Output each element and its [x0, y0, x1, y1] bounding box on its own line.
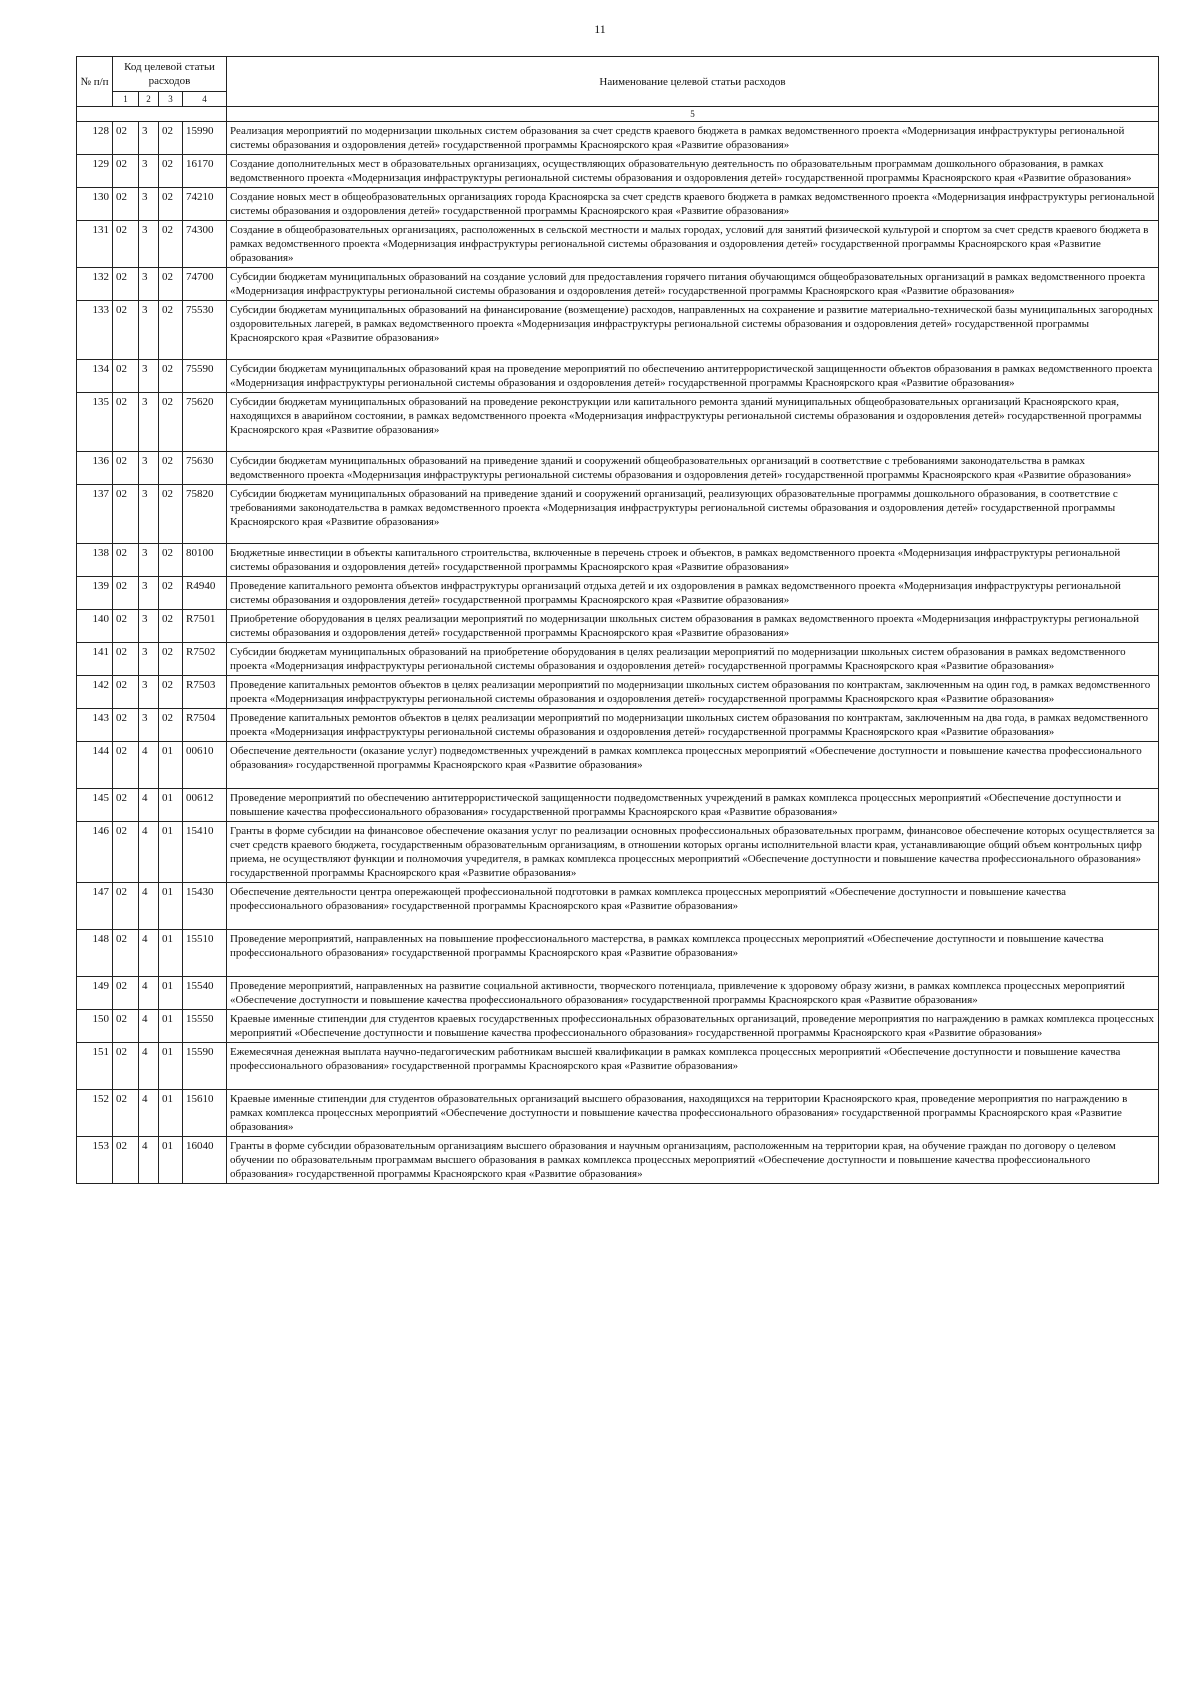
code-part-2: 3 [139, 643, 159, 676]
row-description: Субсидии бюджетам муниципальных образований на приведение зданий и сооружений организаций, реализующих образовательные программы дошкольного образования, в соответствие с требованиями законодательства в рамках ведомственного проекта «Модернизация инфраструктуры региональной системы образования и оздоровления детей» государственной программы Красноярского края «Развитие образования» [227, 485, 1159, 544]
row-number: 140 [77, 610, 113, 643]
code-part-1: 02 [113, 742, 139, 789]
code-part-3: 01 [159, 930, 183, 977]
code-part-4: R7504 [183, 709, 227, 742]
code-part-2: 3 [139, 485, 159, 544]
row-number: 139 [77, 577, 113, 610]
code-part-1: 02 [113, 1090, 139, 1137]
header-index-5: 5 [227, 107, 1159, 122]
code-part-3: 01 [159, 883, 183, 930]
row-description: Гранты в форме субсидии образовательным организациям высшего образования и научным организациям, расположенным на территории края, на обучение граждан по договору о целевом обучении по образовательным программам высшего образования в рамках комплекса процессных мероприятий «Обеспечение доступности и повышение качества профессионального образования» государственной программы Красноярского края «Развитие образования» [227, 1137, 1159, 1184]
code-part-2: 3 [139, 393, 159, 452]
code-part-1: 02 [113, 610, 139, 643]
code-part-4: R7501 [183, 610, 227, 643]
code-part-4: 16040 [183, 1137, 227, 1184]
code-part-1: 02 [113, 544, 139, 577]
code-part-4: 74700 [183, 268, 227, 301]
row-number: 136 [77, 452, 113, 485]
code-part-3: 02 [159, 709, 183, 742]
code-part-2: 3 [139, 221, 159, 268]
row-number: 153 [77, 1137, 113, 1184]
row-description: Субсидии бюджетам муниципальных образований на проведение реконструкции или капитального ремонта зданий муниципальных общеобразовательных организаций Красноярского края, находящихся в аварийном состоянии, в рамках ведомственного проекта «Модернизация инфраструктуры региональной системы образования и оздоровления детей» государственной программы Красноярского края «Развитие образования» [227, 393, 1159, 452]
code-part-3: 02 [159, 643, 183, 676]
code-part-1: 02 [113, 789, 139, 822]
row-number: 143 [77, 709, 113, 742]
row-number: 152 [77, 1090, 113, 1137]
code-part-3: 02 [159, 155, 183, 188]
code-part-4: R7502 [183, 643, 227, 676]
code-part-1: 02 [113, 930, 139, 977]
table-row [77, 643, 1159, 676]
code-part-1: 02 [113, 883, 139, 930]
code-part-2: 3 [139, 544, 159, 577]
code-part-4: 15550 [183, 1010, 227, 1043]
table-row [77, 544, 1159, 577]
code-part-1: 02 [113, 822, 139, 883]
code-part-2: 4 [139, 1090, 159, 1137]
code-part-3: 02 [159, 485, 183, 544]
code-part-3: 02 [159, 676, 183, 709]
code-part-2: 3 [139, 360, 159, 393]
table-row [77, 393, 1159, 452]
table-row [77, 709, 1159, 742]
code-part-1: 02 [113, 301, 139, 360]
code-part-2: 3 [139, 452, 159, 485]
code-part-4: R7503 [183, 676, 227, 709]
header-index-1: 1 [113, 92, 139, 107]
code-part-2: 4 [139, 1010, 159, 1043]
code-part-2: 4 [139, 1043, 159, 1090]
row-number: 145 [77, 789, 113, 822]
code-part-3: 01 [159, 1010, 183, 1043]
row-description: Гранты в форме субсидии на финансовое обеспечение оказания услуг по реализации основных профессиональных образовательных программ, финансовое обеспечение которых осуществляется за счет средств краевого бюджета, государственным образовательным организациям, в отношении которых органы исполнительной власти края, устанавливающие общий объем контрольных цифр приема, не осуществляют функции и полномочия учредителя, в рамках комплекса процессных мероприятий «Обеспечение доступности и повышение качества профессионального образования» государственной программы Красноярского края «Развитие образования» [227, 822, 1159, 883]
code-part-1: 02 [113, 122, 139, 155]
code-part-2: 4 [139, 883, 159, 930]
row-number: 131 [77, 221, 113, 268]
table-row [77, 452, 1159, 485]
code-part-2: 4 [139, 1137, 159, 1184]
row-description: Субсидии бюджетам муниципальных образований на финансирование (возмещение) расходов, направленных на сохранение и развитие материально-технической базы муниципальных загородных оздоровительных лагерей, в рамках ведомственного проекта «Модернизация инфраструктуры региональной системы образования и оздоровления детей» государственной программы Красноярского края «Развитие образования» [227, 301, 1159, 360]
code-part-2: 4 [139, 742, 159, 789]
row-description: Проведение мероприятий по обеспечению антитеррористической защищенности подведомственных учреждений в рамках комплекса процессных мероприятий «Обеспечение доступности и повышение качества профессионального образования» государственной программы Красноярского края «Развитие образования» [227, 789, 1159, 822]
code-part-4: 75590 [183, 360, 227, 393]
table-row [77, 930, 1159, 977]
row-description: Приобретение оборудования в целях реализации мероприятий по модернизации школьных систем образования в рамках ведомственного проекта «Модернизация инфраструктуры региональной системы образования и оздоровления детей» государственной программы Красноярского края «Развитие образования» [227, 610, 1159, 643]
code-part-2: 4 [139, 930, 159, 977]
code-part-1: 02 [113, 360, 139, 393]
code-part-2: 4 [139, 822, 159, 883]
table-row [77, 676, 1159, 709]
row-number: 137 [77, 485, 113, 544]
code-part-4: 80100 [183, 544, 227, 577]
table-row [77, 1010, 1159, 1043]
code-part-1: 02 [113, 452, 139, 485]
code-part-3: 01 [159, 789, 183, 822]
row-number: 129 [77, 155, 113, 188]
row-description: Ежемесячная денежная выплата научно-педагогическим работникам высшей квалификации в рамках комплекса процессных мероприятий «Обеспечение доступности и повышение качества профессионального образования» государственной программы Красноярского края «Развитие образования» [227, 1043, 1159, 1090]
row-number: 133 [77, 301, 113, 360]
header-index-2: 2 [139, 92, 159, 107]
row-number: 151 [77, 1043, 113, 1090]
row-description: Обеспечение деятельности (оказание услуг) подведомственных учреждений в рамках комплекса процессных мероприятий «Обеспечение доступности и повышение качества профессионального образования» государственной программы Красноярского края «Развитие образования» [227, 742, 1159, 789]
table-row [77, 221, 1159, 268]
row-description: Проведение капитальных ремонтов объектов в целях реализации мероприятий по модернизации школьных систем образования по контрактам, заключенным на один год, в рамках ведомственного проекта «Модернизация инфраструктуры региональной системы образования и оздоровления детей» государственной программы Красноярского края «Развитие образования» [227, 676, 1159, 709]
code-part-4: 74300 [183, 221, 227, 268]
code-part-3: 01 [159, 1090, 183, 1137]
code-part-1: 02 [113, 709, 139, 742]
table-row [77, 485, 1159, 544]
table-row [77, 789, 1159, 822]
code-part-4: 74210 [183, 188, 227, 221]
row-description: Краевые именные стипендии для студентов краевых государственных профессиональных образовательных организаций, проведение мероприятия по награждению в рамках комплекса процессных мероприятий «Обеспечение доступности и повышение качества профессионального образования» государственной программы Красноярского края «Развитие образования» [227, 1010, 1159, 1043]
code-part-1: 02 [113, 188, 139, 221]
code-part-3: 01 [159, 1137, 183, 1184]
code-part-2: 3 [139, 268, 159, 301]
code-part-4: 00612 [183, 789, 227, 822]
table-row [77, 122, 1159, 155]
table-row [77, 883, 1159, 930]
row-number: 134 [77, 360, 113, 393]
code-part-1: 02 [113, 577, 139, 610]
table-row [77, 1043, 1159, 1090]
header-code: Код целевой статьи расходов [113, 57, 227, 92]
table-row [77, 610, 1159, 643]
row-description: Создание дополнительных мест в образовательных организациях, осуществляющих образовательную деятельность по образовательным программам дошкольного образования, в рамках ведомственного проекта «Модернизация инфраструктуры региональной системы образования и оздоровления детей» государственной программы Красноярского края «Развитие образования» [227, 155, 1159, 188]
row-number: 135 [77, 393, 113, 452]
code-part-4: 15610 [183, 1090, 227, 1137]
row-number: 148 [77, 930, 113, 977]
row-number: 130 [77, 188, 113, 221]
row-number: 142 [77, 676, 113, 709]
table-row [77, 822, 1159, 883]
code-part-2: 3 [139, 188, 159, 221]
table-row [77, 1137, 1159, 1184]
code-part-2: 3 [139, 122, 159, 155]
row-number: 147 [77, 883, 113, 930]
row-description: Создание новых мест в общеобразовательных организациях города Красноярска за счет средств краевого бюджета в рамках ведомственного проекта «Модернизация инфраструктуры региональной системы образования и оздоровления детей» государственной программы Красноярского края «Развитие образования» [227, 188, 1159, 221]
header-index-3: 3 [159, 92, 183, 107]
code-part-4: 15540 [183, 977, 227, 1010]
table-body [77, 122, 1159, 1184]
row-number: 146 [77, 822, 113, 883]
code-part-4: 00610 [183, 742, 227, 789]
code-part-1: 02 [113, 977, 139, 1010]
header-index-4: 4 [183, 92, 227, 107]
code-part-3: 02 [159, 268, 183, 301]
target-expense-codes-table [76, 56, 1159, 1184]
table-row [77, 1090, 1159, 1137]
code-part-3: 01 [159, 742, 183, 789]
row-description: Субсидии бюджетам муниципальных образований края на проведение мероприятий по обеспечению антитеррористической защищенности объектов образования в рамках ведомственного проекта «Модернизация инфраструктуры региональной системы образования и оздоровления детей» государственной программы Красноярского края «Развитие образования» [227, 360, 1159, 393]
code-part-4: 15430 [183, 883, 227, 930]
code-part-3: 02 [159, 544, 183, 577]
code-part-4: 15990 [183, 122, 227, 155]
code-part-2: 3 [139, 610, 159, 643]
table-row [77, 268, 1159, 301]
table-row [77, 188, 1159, 221]
code-part-1: 02 [113, 268, 139, 301]
row-number: 144 [77, 742, 113, 789]
code-part-4: 75630 [183, 452, 227, 485]
code-part-1: 02 [113, 676, 139, 709]
code-part-3: 02 [159, 221, 183, 268]
code-part-3: 02 [159, 577, 183, 610]
code-part-4: 75820 [183, 485, 227, 544]
code-part-1: 02 [113, 643, 139, 676]
code-part-4: 16170 [183, 155, 227, 188]
code-part-1: 02 [113, 221, 139, 268]
row-description: Субсидии бюджетам муниципальных образований на приведение зданий и сооружений общеобразовательных организаций в соответствие с требованиями законодательства в рамках ведомственного проекта «Модернизация инфраструктуры региональной системы образования и оздоровления детей» государственной программы Красноярского края «Развитие образования» [227, 452, 1159, 485]
table-row [77, 301, 1159, 360]
code-part-1: 02 [113, 1137, 139, 1184]
code-part-3: 02 [159, 122, 183, 155]
row-description: Проведение мероприятий, направленных на повышение профессионального мастерства, в рамках комплекса процессных мероприятий «Обеспечение доступности и повышение качества профессионального образования» государственной программы Красноярского края «Развитие образования» [227, 930, 1159, 977]
page-number: 11 [594, 22, 606, 36]
code-part-2: 3 [139, 709, 159, 742]
code-part-4: 15410 [183, 822, 227, 883]
code-part-2: 3 [139, 676, 159, 709]
row-description: Краевые именные стипендии для студентов образовательных организаций высшего образования, находящихся на территории Красноярского края, проведение мероприятия по награждению в рамках комплекса процессных мероприятий «Обеспечение доступности и повышение качества профессионального образования» государственной программы Красноярского края «Развитие образования» [227, 1090, 1159, 1137]
code-part-3: 02 [159, 188, 183, 221]
code-part-2: 3 [139, 155, 159, 188]
header-index-spacer [77, 107, 227, 122]
row-number: 150 [77, 1010, 113, 1043]
code-part-1: 02 [113, 393, 139, 452]
row-description: Субсидии бюджетам муниципальных образований на создание условий для предоставления горячего питания обучающимся общеобразовательных организаций в рамках ведомственного проекта «Модернизация инфраструктуры региональной системы образования и оздоровления детей» государственной программы Красноярского края «Развитие образования» [227, 268, 1159, 301]
code-part-3: 01 [159, 822, 183, 883]
code-part-4: 75620 [183, 393, 227, 452]
row-number: 149 [77, 977, 113, 1010]
code-part-2: 4 [139, 789, 159, 822]
table-row [77, 977, 1159, 1010]
table-row [77, 360, 1159, 393]
code-part-3: 02 [159, 360, 183, 393]
row-description: Обеспечение деятельности центра опережающей профессиональной подготовки в рамках комплекса процессных мероприятий «Обеспечение доступности и повышение качества профессионального образования» государственной программы Красноярского края «Развитие образования» [227, 883, 1159, 930]
header-number: № п/п [77, 57, 113, 107]
code-part-3: 02 [159, 301, 183, 360]
code-part-3: 01 [159, 977, 183, 1010]
code-part-4: 15510 [183, 930, 227, 977]
row-number: 141 [77, 643, 113, 676]
row-number: 138 [77, 544, 113, 577]
row-description: Субсидии бюджетам муниципальных образований на приобретение оборудования в целях реализации мероприятий по модернизации школьных систем образования в рамках ведомственного проекта «Модернизация инфраструктуры региональной системы образования и оздоровления детей» государственной программы Красноярского края «Развитие образования» [227, 643, 1159, 676]
code-part-3: 01 [159, 1043, 183, 1090]
code-part-2: 3 [139, 577, 159, 610]
row-description: Проведение мероприятий, направленных на развитие социальной активности, творческого потенциала, привлечение к здоровому образу жизни, в рамках комплекса процессных мероприятий «Обеспечение доступности и повышение качества профессионального образования» государственной программы Красноярского края «Развитие образования» [227, 977, 1159, 1010]
row-number: 128 [77, 122, 113, 155]
header-name: Наименование целевой статьи расходов [227, 57, 1159, 107]
row-description: Бюджетные инвестиции в объекты капитального строительства, включенные в перечень строек и объектов, в рамках ведомственного проекта «Модернизация инфраструктуры региональной системы образования и оздоровления детей» государственной программы Красноярского края «Развитие образования» [227, 544, 1159, 577]
row-description: Реализация мероприятий по модернизации школьных систем образования за счет средств краевого бюджета в рамках ведомственного проекта «Модернизация инфраструктуры региональной системы образования и оздоровления детей» государственной программы Красноярского края «Развитие образования» [227, 122, 1159, 155]
code-part-3: 02 [159, 393, 183, 452]
code-part-3: 02 [159, 610, 183, 643]
row-description: Проведение капитального ремонта объектов инфраструктуры организаций отдыха детей и их оздоровления в рамках ведомственного проекта «Модернизация инфраструктуры региональной системы образования и оздоровления детей» государственной программы Красноярского края «Развитие образования» [227, 577, 1159, 610]
code-part-2: 3 [139, 301, 159, 360]
code-part-1: 02 [113, 485, 139, 544]
code-part-2: 4 [139, 977, 159, 1010]
code-part-4: 15590 [183, 1043, 227, 1090]
row-number: 132 [77, 268, 113, 301]
code-part-1: 02 [113, 1043, 139, 1090]
code-part-1: 02 [113, 155, 139, 188]
table-row [77, 742, 1159, 789]
code-part-4: 75530 [183, 301, 227, 360]
code-part-4: R4940 [183, 577, 227, 610]
table-row [77, 155, 1159, 188]
code-part-3: 02 [159, 452, 183, 485]
table-row [77, 577, 1159, 610]
code-part-1: 02 [113, 1010, 139, 1043]
row-description: Создание в общеобразовательных организациях, расположенных в сельской местности и малых городах, условий для занятий физической культурой и спортом за счет средств краевого бюджета в рамках ведомственного проекта «Модернизация инфраструктуры региональной системы образования и оздоровления детей» государственной программы Красноярского края «Развитие образования» [227, 221, 1159, 268]
row-description: Проведение капитальных ремонтов объектов в целях реализации мероприятий по модернизации школьных систем образования по контрактам, заключенным на два года, в рамках ведомственного проекта «Модернизация инфраструктуры региональной системы образования и оздоровления детей» государственной программы Красноярского края «Развитие образования» [227, 709, 1159, 742]
